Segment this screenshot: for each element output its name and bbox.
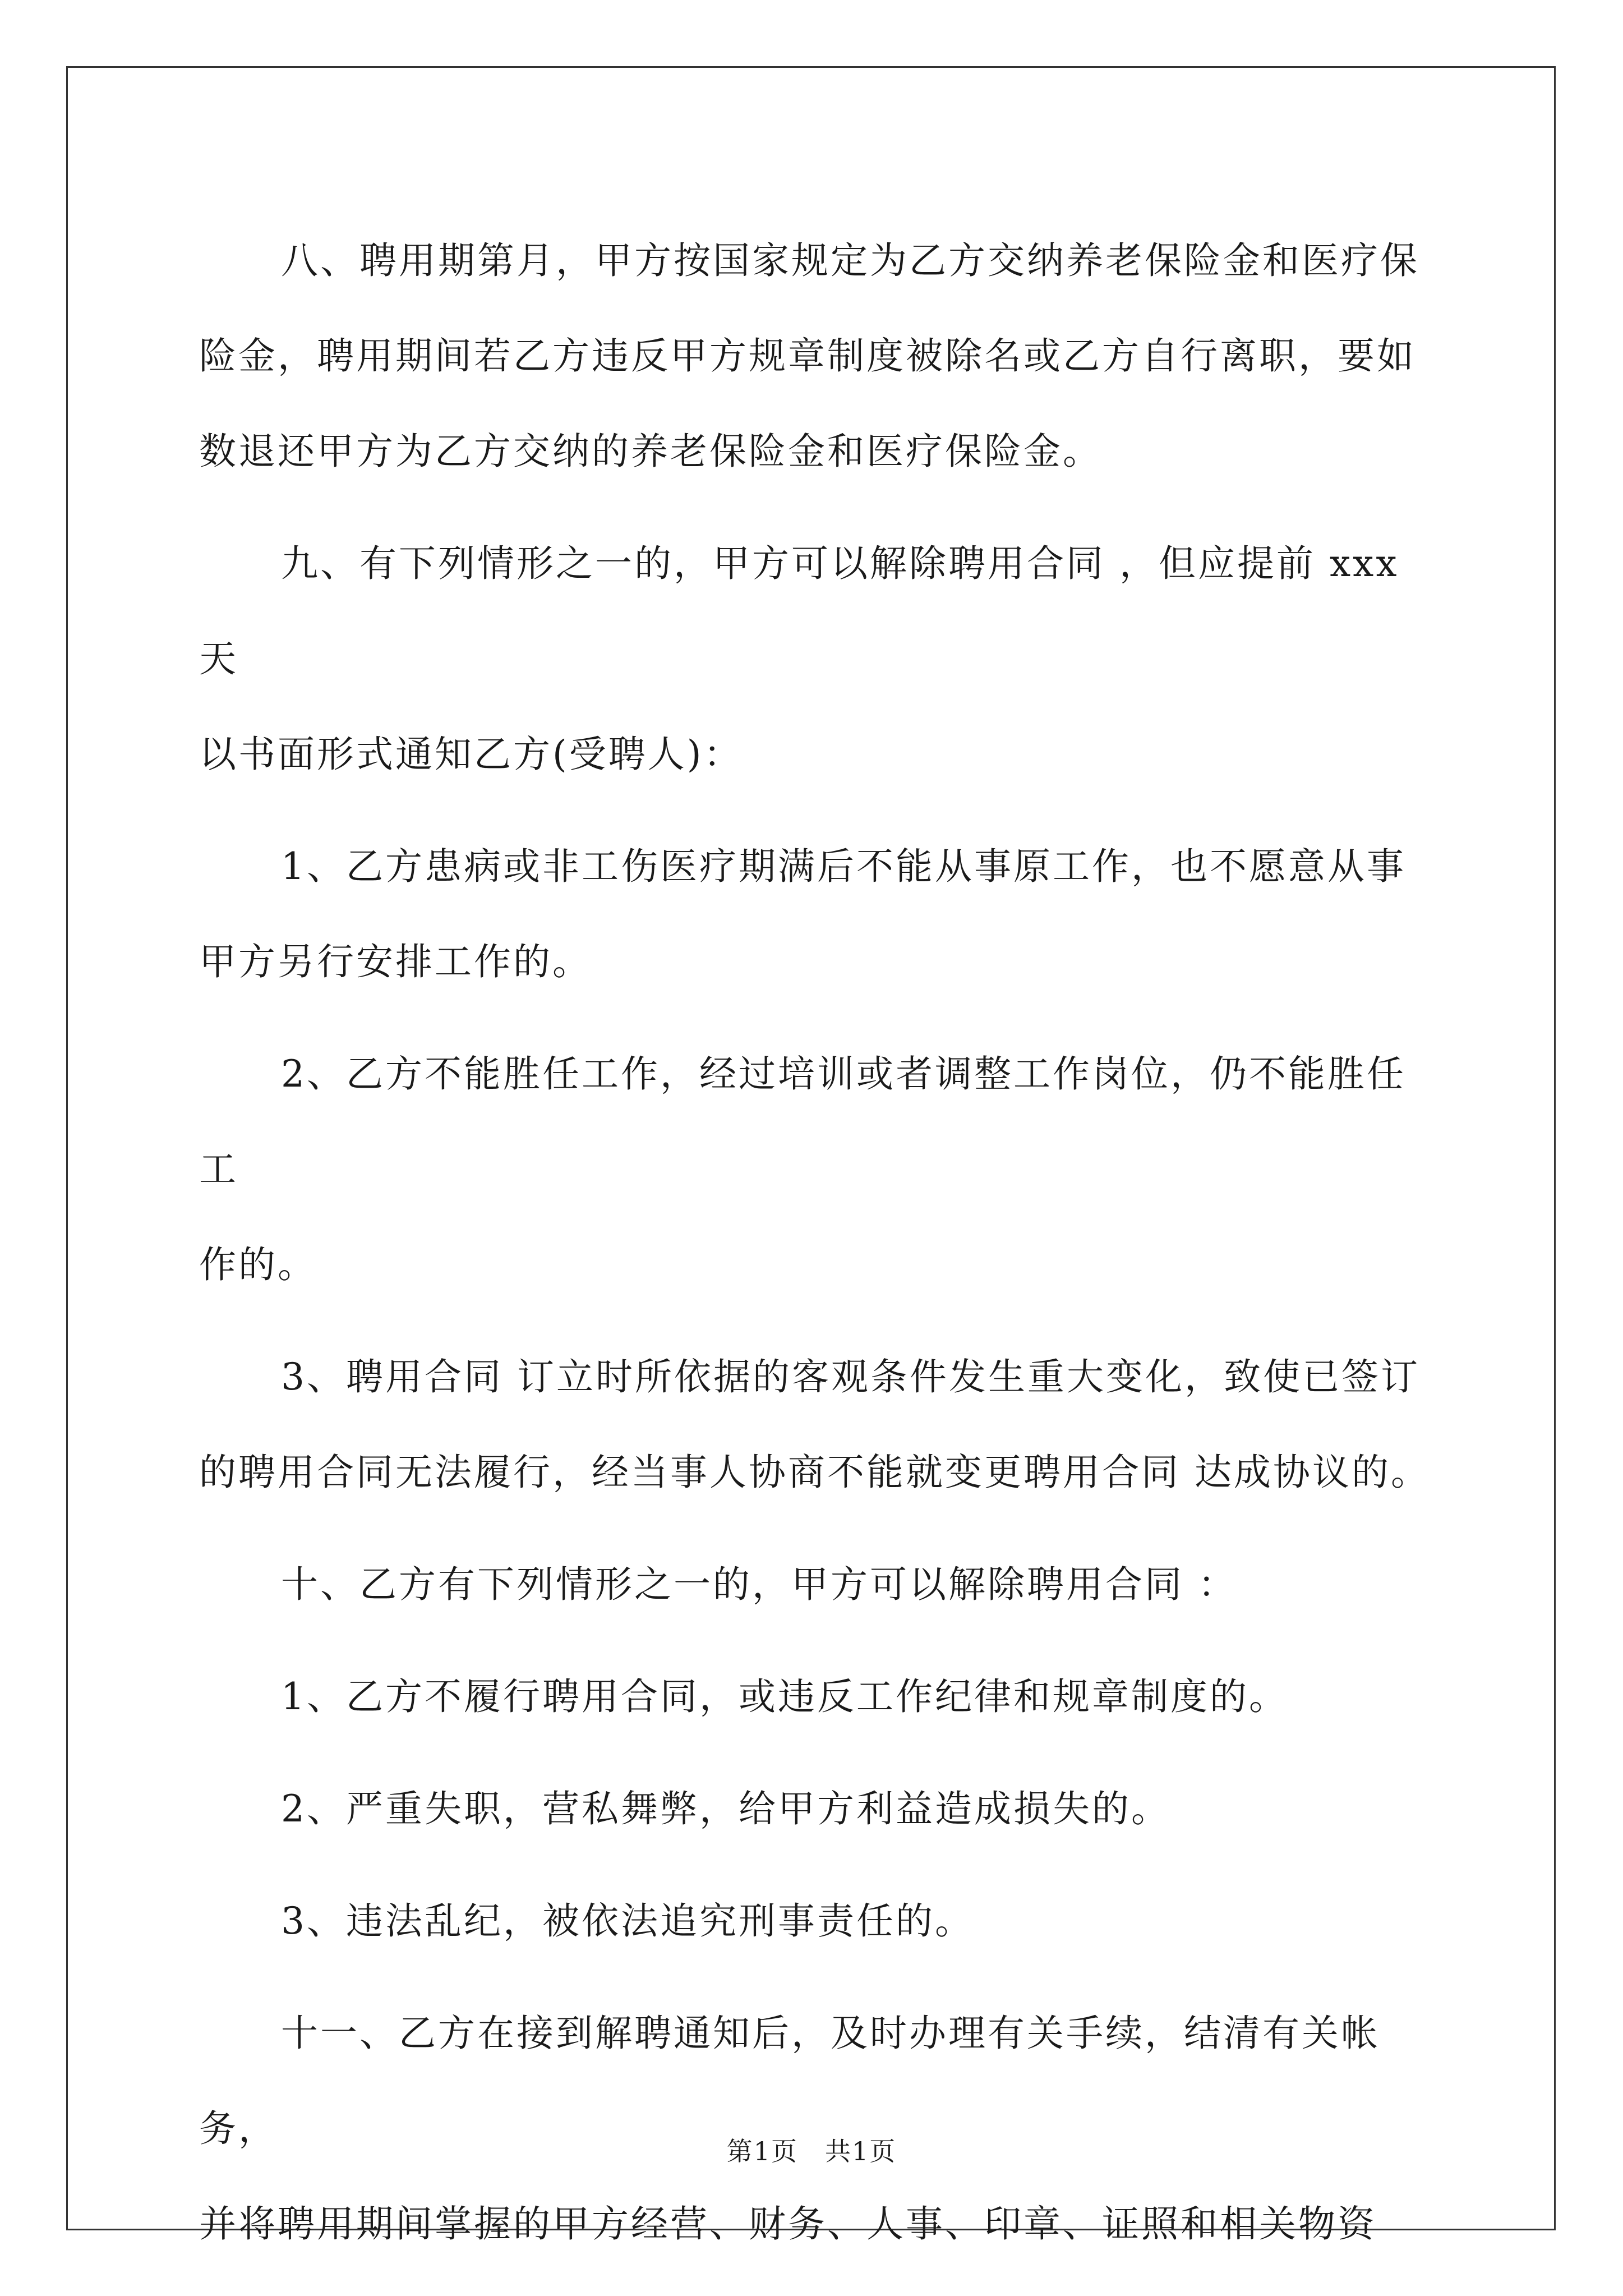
paragraph-10: 十、乙方有下列情形之一的，甲方可以解除聘用合同 ：	[281, 1563, 1237, 1606]
paragraph-8: 八、聘用期第月，甲方按国家规定为乙方交纳养老保险金和医疗保 险金，聘用期间若乙方违反甲方规章制度被除名或乙方自行离职，要如 数退还甲方为乙方交纳的养老保险金和医疗保险金。	[199, 239, 1419, 473]
paragraph-10-item-1: 1、乙方不履行聘用合同，或违反工作纪律和规章制度的。	[281, 1675, 1288, 1718]
page-footer: 第1页 共1页	[726, 2136, 897, 2166]
paragraph-10-item-3: 3、违法乱纪，被依法追究刑事责任的。	[281, 1899, 974, 1943]
paragraph-9-item-1: 1、乙方患病或非工伤医疗期满后不能从事原工作，也不愿意从事 甲方另行安排工作的。	[199, 845, 1406, 983]
paragraph-9-item-3: 3、聘用合同 订立时所依据的客观条件发生重大变化，致使已签订 的聘用合同无法履行，经当事人协商不能就变更聘用合同 达成协议的。	[199, 1355, 1430, 1494]
paragraph-9: 九、有下列情形之一的，甲方可以解除聘用合同 ，但应提前 xxx 天 以书面形式通知乙方(受聘人)：	[199, 542, 1399, 776]
paragraph-9-item-2: 2、乙方不能胜任工作，经过培训或者调整工作岗位，仍不能胜任工 作的。	[199, 1052, 1406, 1286]
paragraph-11: 十一、乙方在接到解聘通知后，及时办理有关手续，结清有关帐务， 并将聘用期间掌握的甲方经营、财务、人事、印章、证照和相关物资	[199, 2012, 1380, 2246]
document-body	[199, 213, 1433, 2289]
paragraph-10-item-2: 2、严重失职，营私舞弊，给甲方利益造成损失的。	[281, 1787, 1170, 1830]
